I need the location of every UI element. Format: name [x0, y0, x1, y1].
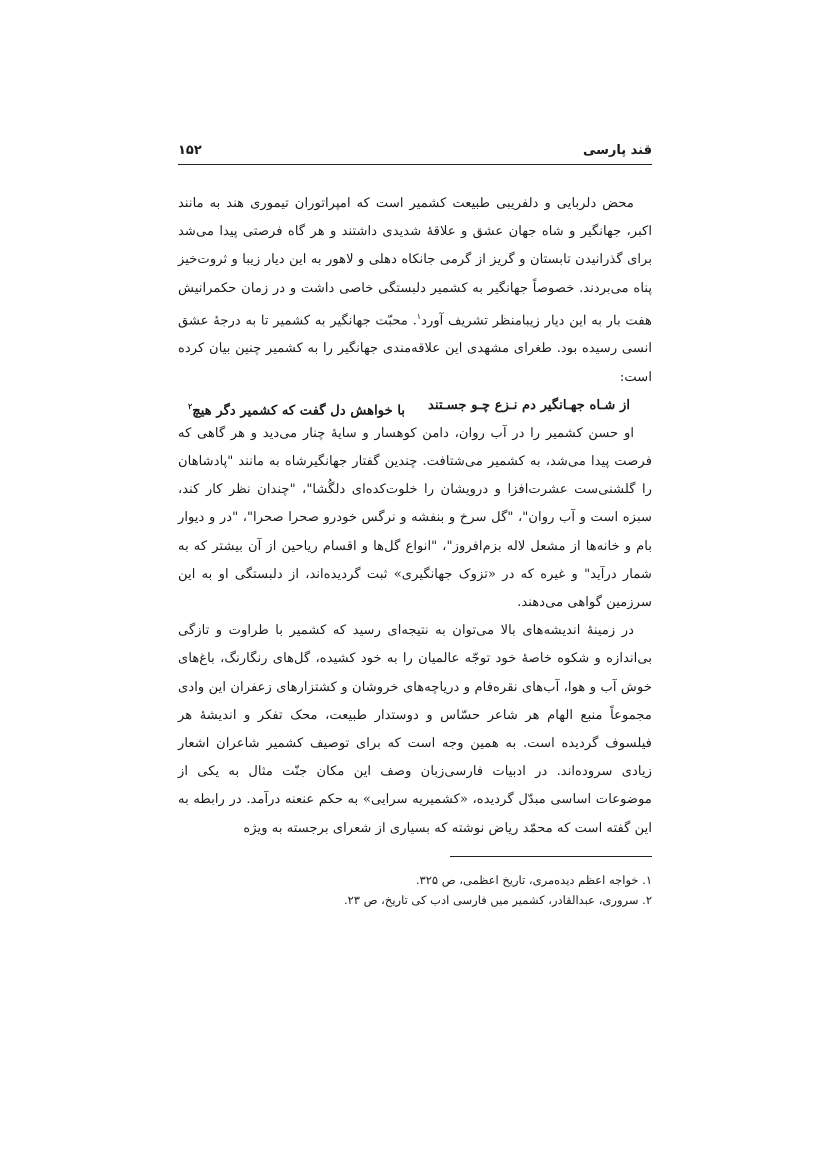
verse: [178, 392, 652, 420]
verse-hemistich-1: از شـاه جهـانگیر دم نـزع چـو جسـتند: [428, 397, 630, 413]
page-number: ۱۵۲: [178, 143, 202, 158]
paragraph-1: [178, 190, 652, 392]
footnote-1: ۱. خواجه اعظم دیده‌مری، تاریخ اعظمی، ص ۳۲۵.: [415, 873, 652, 887]
footnote-2: ۲. سروری، عبدالقادر، کشمیر میں فارسی ادب کی تاریخ، ص ۲۳.: [343, 893, 652, 907]
running-header: [178, 140, 652, 165]
footnotes: [178, 870, 652, 910]
paragraph-1-text: محض دلربایی و دلفریبی طبیعت کشمیر است که امپراتوران تیموری هند به مانند اکبر، جهانگیر و شاه جهان عشق و علاقهٔ شدیدی داشتند و هر گاه فرصتی پیدا می‌شد برای گذرانیدن تابستان و گریز از گرمی جانکاه دهلی و لاهور به این دیار زیبا و ثروت‌خیز پناه می‌بردند. خصوصاً جهانگیر به کشمیر دلبستگی خاصی داشت و در زمان حکمرانیش هفت بار به این دیار زیبامنظر تشریف آورد: [178, 196, 652, 329]
paragraph-2: او حسن کشمیر را در آب روان، دامن کوهسار و سایهٔ چنار می‌دید و هر گاهی که فرصت پیدا می‌شد، به کشمیر می‌شتافت. چندین گفتار جهانگیرشاه به مانند "پادشاهان را گلشنی‌ست عشرت‌افزا و درویشان را خلوت‌کده‌ای دلگُشا"، "چندان نظر کار کند، سبزه است و آب روان"، "گل سرخ و بنفشه و نرگس خودرو صحرا صحرا"، "در و دیوار بام و خانه‌ها از مشعل لاله بزم‌افروز"، "انواع گل‌ها و اقسام ریاحین از آن بیشتر که به شمار درآید" و غیره که در «تزوک جهانگیری» ثبت گردیده‌اند، از دلبستگی او به این سرزمین گواهی می‌دهند.: [178, 425, 652, 611]
verse-hemistich-2-text: با خواهش دل گفت که کشمیر دگر هیچ: [192, 403, 406, 419]
footnote-ref-1: ۱: [416, 311, 422, 321]
main-text: [178, 190, 652, 843]
footnote-divider: [450, 856, 652, 857]
verse-hemistich-2: [188, 392, 405, 425]
book-title: قند پارسی: [582, 143, 652, 158]
paragraph-1-text-cont: . محبّت جهانگیر به کشمیر تا به درجهٔ عشق انسی رسیده بود. طغرای مشهدی این علاقه‌مندی جهانگیر را به کشمیر چنین بیان کرده است:: [178, 313, 652, 385]
paragraph-3: در زمینهٔ اندیشه‌های بالا می‌توان به نتیجه‌ای رسید که کشمیر با طراوت و تازگی بی‌اندازه و شکوه خاصهٔ خود توجّه عالمیان را به خود کشیده، گل‌های رنگارنگ، باغ‌های خوش آب و هوا، آب‌های نقره‌فام و دریاچه‌های خروشان و کشتزارهای زعفران این وادی مجموعاً منبع الهام هر شاعر حسّاس و دوستدار طبیعت، محک تفکر و اندیشهٔ هر فیلسوف گردیده است. به همین وجه است که برای توصیف کشمیر شاعران اشعار زیادی سروده‌اند. در ادبیات فارسی‌زبان وصف این مکان جنّت مثال به یکی از موضوعات اساسی مبدّل گردیده، «کشمیریه سرایی» به حکم عنعنه درآمد. در رابطه به این گفته است که محمّد ریاض نوشته که بسیاری از شعرای برجسته به ویژه: [178, 623, 652, 836]
footnote-ref-2: ۲: [188, 400, 193, 411]
